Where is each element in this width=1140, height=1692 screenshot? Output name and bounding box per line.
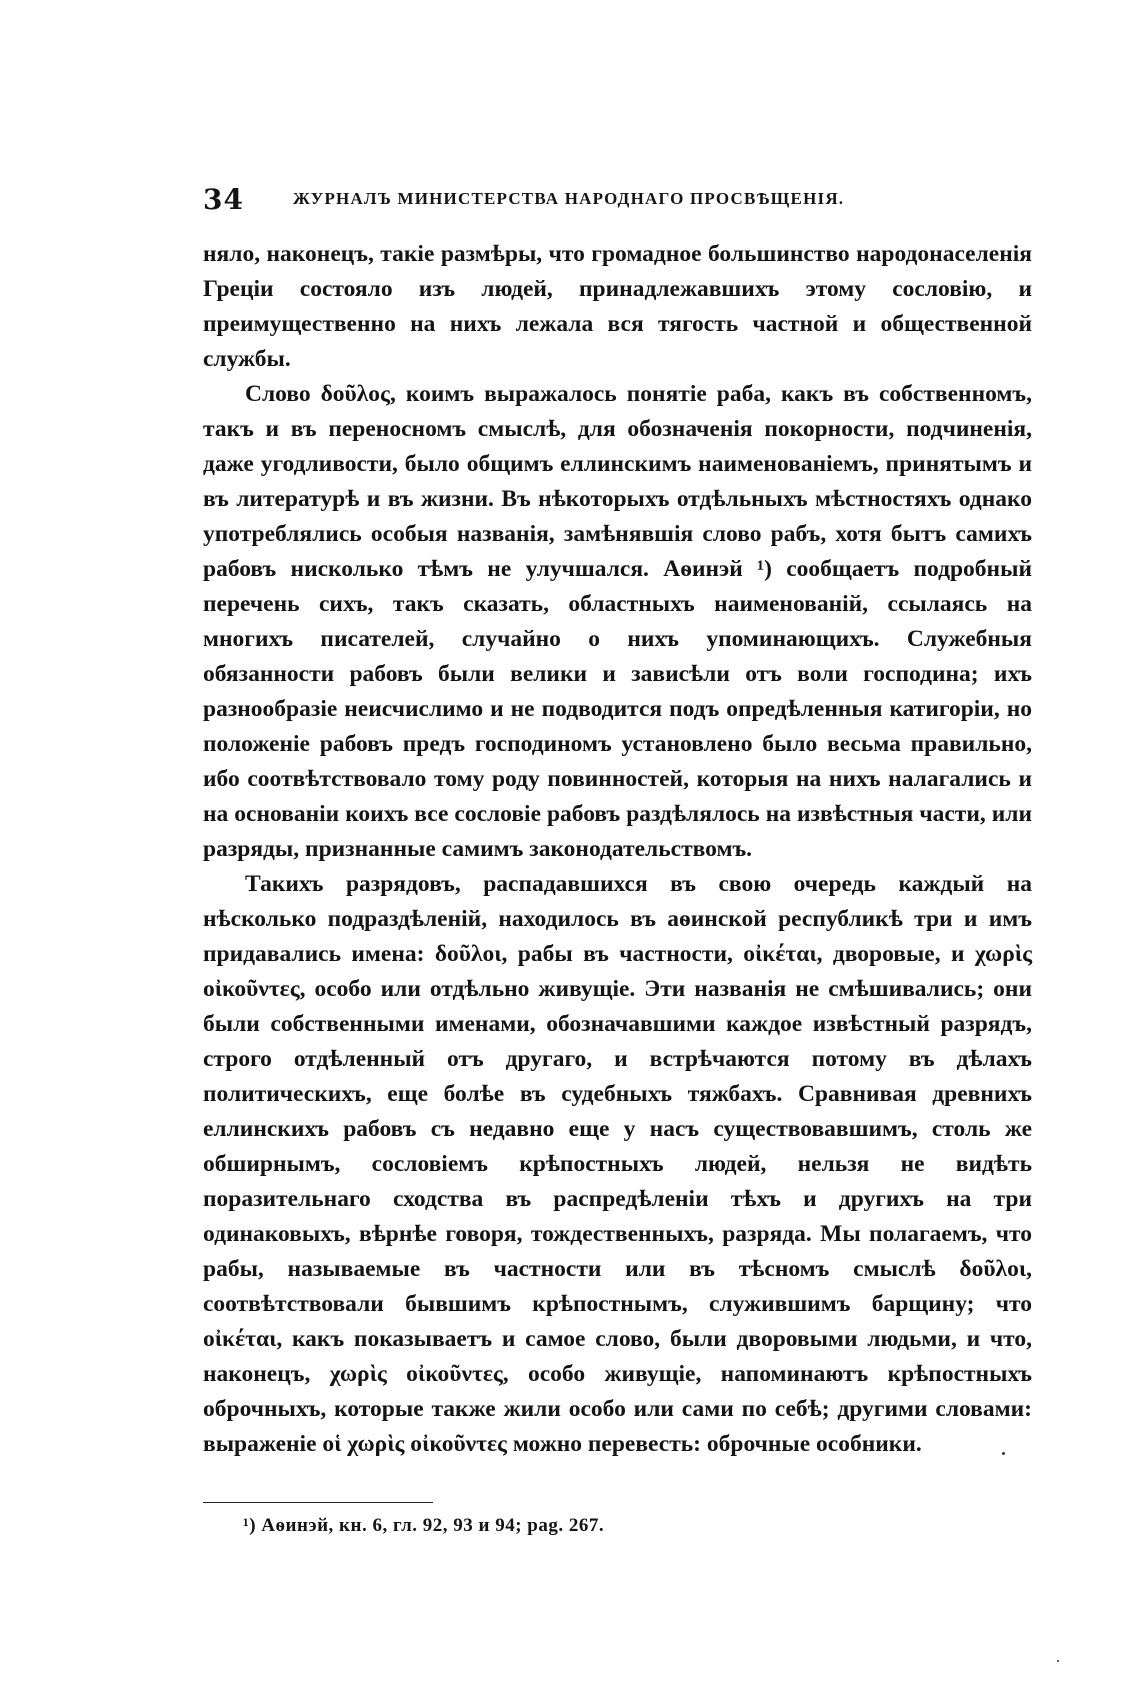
page-header [203, 183, 1032, 223]
body-text [203, 237, 1032, 1462]
footnote-divider [203, 1502, 433, 1503]
scan-speck [1057, 1660, 1059, 1662]
paragraph-3: Такихъ разрядовъ, распадавшихся въ свою очередь каждый на нѣсколько подраздѣленій, находилось въ аѳинской республикѣ три и имъ придавались имена: δοῦλοι, рабы въ частности, οἰκέται, дворовые, и χωρὶς οἰκοῦντες, особо или отдѣльно живущіе. Эти названія не смѣшивались; они были собственными именами, обозначавшими каждое извѣстный разрядъ, строго отдѣленный отъ другаго, и встрѣчаются потому въ дѣлахъ политическихъ, еще болѣе въ судебныхъ тяжбахъ. Сравнивая древнихъ еллинскихъ рабовъ съ недавно еще у насъ существовавшимъ, столь же обширнымъ, сословіемъ крѣпостныхъ людей, нельзя не видѣть поразительнаго сходства въ распредѣленіи тѣхъ и другихъ на три одинаковыхъ, вѣрнѣе говоря, тождественныхъ, разряда. Мы полагаемъ, что рабы, называемые въ частности или въ тѣсномъ смыслѣ δοῦλοι, соотвѣтствовали бывшимъ крѣпостнымъ, служившимъ барщину; что οἰκέται, какъ показываетъ и самое слово, были дворовыми людьми, и что, наконецъ, χωρὶς οἰκοῦντες, особо живущіе, напоминаютъ крѣпостныхъ оброчныхъ, которые также жили особо или сами по себѣ; другими словами: выраженіе οἱ χωρὶς οἰκοῦντες можно перевесть: оброчные особники. [203, 871, 1032, 1457]
scan-speck [1002, 1452, 1005, 1455]
running-title: ЖУРНАЛЪ МИНИСТЕРСТВА НАРОДНАГО ПРОСВѢЩЕНІЯ. [293, 189, 845, 208]
document-page [203, 183, 1032, 1537]
page-number: 34 [203, 183, 244, 216]
paragraph-1: няло, наконецъ, такіе размѣры, что громадное большинство народонаселенія Греціи состояло изъ людей, принадлежавшихъ этому сословію, и преимущественно на нихъ лежала вся тягость частной и общественной службы. [203, 241, 1032, 372]
footnote: ¹) Аѳинэй, кн. 6, гл. 92, 93 и 94; pag. 267. [243, 1515, 605, 1536]
paragraph-2: Слово δοῦλος, коимъ выражалось понятіе раба, какъ въ собственномъ, такъ и въ переносномъ смыслѣ, для обозначенія покорности, подчиненія, даже угодливости, было общимъ еллинскимъ наименованіемъ, принятымъ и въ литературѣ и въ жизни. Въ нѣкоторыхъ отдѣльныхъ мѣстностяхъ однако употреблялись особыя названія, замѣнявшія слово рабъ, хотя бытъ самихъ рабовъ нисколько тѣмъ не улучшался. Аѳинэй ¹) сообщаетъ подробный перечень сихъ, такъ сказать, областныхъ наименованій, ссылаясь на многихъ писателей, случайно о нихъ упоминающихъ. Служебныя обязанности рабовъ были велики и зависѣли отъ воли господина; ихъ разнообразіе неисчислимо и не подводится подъ опредѣленныя катигоріи, но положеніе рабовъ предъ господиномъ установлено было весьма правильно, ибо соотвѣтствовало тому роду повинностей, которыя на нихъ налагались и на основаніи коихъ все сословіе рабовъ раздѣлялось на извѣстныя части, или разряды, признанные самимъ законодательствомъ. [203, 381, 1032, 862]
